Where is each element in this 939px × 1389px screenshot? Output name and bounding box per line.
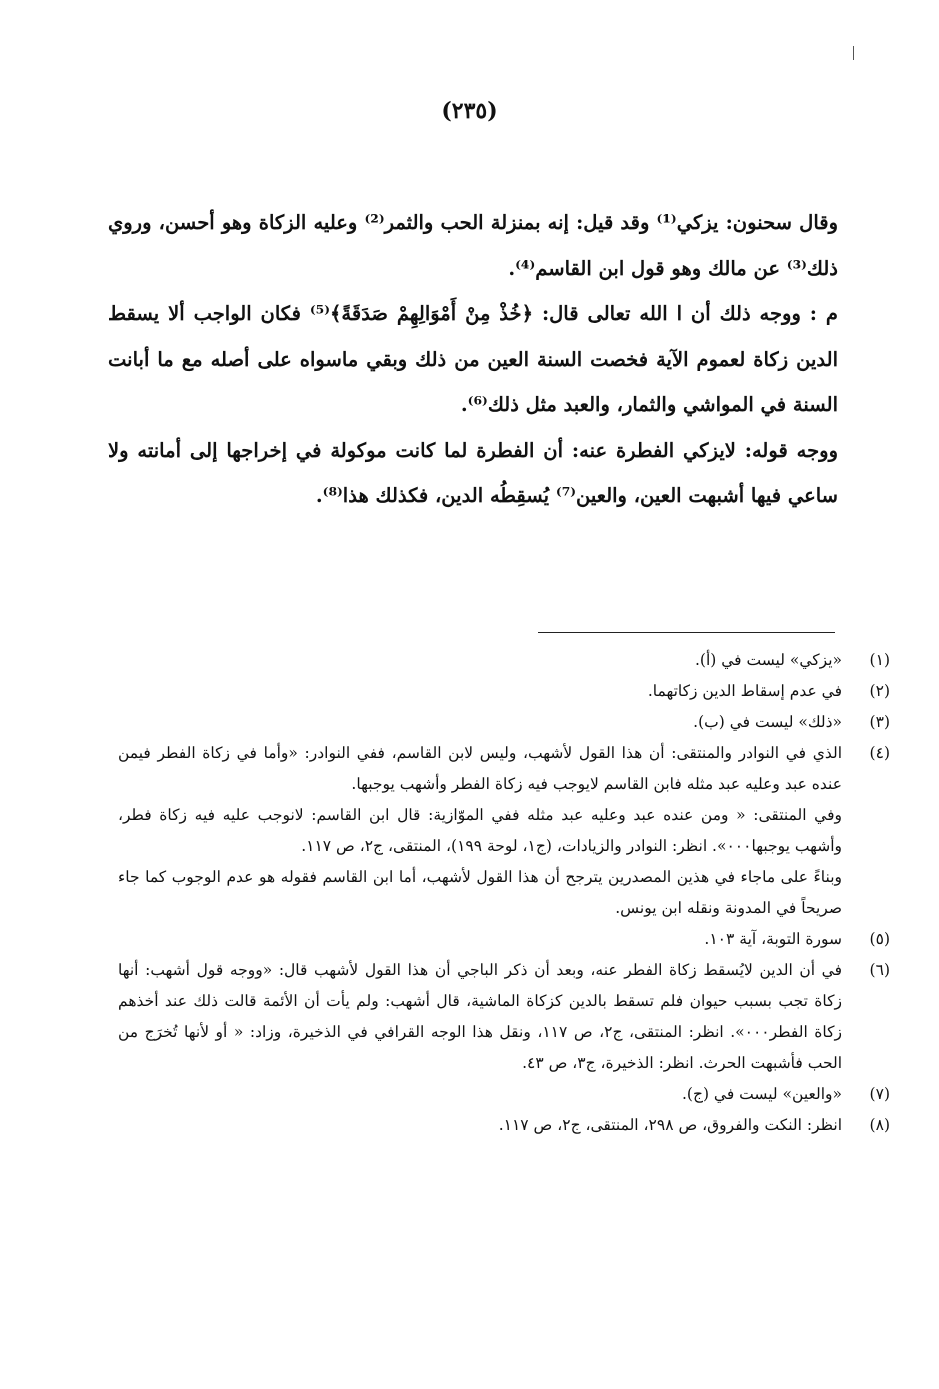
page-number: (٢٣٥) <box>441 98 498 124</box>
main-text <box>108 200 838 519</box>
footnote <box>118 955 890 1079</box>
main-paragraph: ووجه قوله: لايزكي الفطرة عنه: أن الفطرة لما كانت موكولة في إخراجها إلى أمانته ولا ساعي فيها أشبهت العين، والعين⁽⁷⁾ يُسقِطُه الدين، فكذلك هذا⁽⁸⁾. <box>108 438 838 507</box>
footnote-text: في أن الدين لايُسقط زكاة الفطر عنه، وبعد أن ذكر الباجي أن هذا القول لأشهب قال: «ووجه قول أشهب: أنها زكاة تجب بسبب حيوان فلم تسقط بالدين كزكاة الماشية، قال أشهب: ولم يأت أن الأئمة قالت ذلك عند أخذهم زكاة الفطر٠٠٠». انظر: المنتقى، ج٢، ص ١١٧، ونقل هذا الوجه القرافي في الذخيرة، وزاد: « أو لأنها تُخرَج من الحب فأشبهت الحرث. انظر: الذخيرة، ج٣، ص ٤٣. <box>118 961 842 1072</box>
footnote-number: (٣) <box>869 713 890 731</box>
footnote <box>118 645 890 676</box>
footnote-text: وبناءً على ماجاء في هذين المصدرين يترجح أن هذا القول لأشهب، أما ابن القاسم فقوله هو عدم الوجوب كما جاء صريحاً في المدونة ونقله ابن يونس. <box>118 868 842 917</box>
footnote-text: انظر: النكت والفروق، ص ٢٩٨، المنتقى، ج٢، ص ١١٧. <box>498 1116 842 1134</box>
footnote-number: (٧) <box>869 1085 890 1103</box>
footnote-number: (٢) <box>869 682 890 700</box>
footnote-number: (٥) <box>869 930 890 948</box>
footnote-separator <box>538 632 835 633</box>
footnote <box>118 1110 890 1141</box>
footnote <box>118 676 890 707</box>
main-paragraph: م : ووجه ذلك أن ا الله تعالى قال: ﴿خُذْ مِنْ أَمْوَالِهِمْ صَدَقَةً﴾⁽⁵⁾ فكان الواجب ألا يسقط الدين زكاة لعموم الآية فخصت السنة العين من ذلك وبقي ماسواه على أصله مع ما أبانت السنة في المواشي والثمار، والعبد مثل ذلك⁽⁶⁾. <box>108 302 839 416</box>
footnote-text: سورة التوبة، آية ١٠٣. <box>704 930 842 948</box>
footnote-number: (٤) <box>869 744 890 762</box>
margin-mark <box>853 46 854 60</box>
footnote <box>118 738 890 924</box>
footnote-text: «يزكي» ليست في (أ). <box>694 651 842 669</box>
footnote <box>118 924 890 955</box>
footnote <box>118 707 890 738</box>
footnote-text: الذي في النوادر والمنتقى: أن هذا القول لأشهب، وليس لابن القاسم، ففي النوادر: «وأما في زكاة الفطر فيمن عنده عبد وعليه عبد مثله فابن القاسم لايوجب فيه زكاة الفطر وأشهب يوجبها. <box>118 744 842 793</box>
footnote-number: (٨) <box>869 1116 890 1134</box>
footnote-text: «ذلك» ليست في (ب). <box>693 713 842 731</box>
main-paragraph: وقال سحنون: يزكي⁽¹⁾ وقد قيل: إنه بمنزلة الحب والثمر⁽²⁾ وعليه الزكاة وهو أحسن، وروي ذلك⁽³⁾ عن مالك وهو قول ابن القاسم⁽⁴⁾. <box>108 211 839 280</box>
footnote <box>118 1079 890 1110</box>
footnote-text: وفي المنتقى: « ومن عنده عبد وعليه عبد مثله ففي الموّازية: قال ابن القاسم: لانوجب عليه فيه زكاة فطر، وأشهب يوجبها٠٠٠». انظر: النوادر والزيادات، (ج١، لوحة ١٩٩)، المنتقى، ج٢، ص ١١٧. <box>118 806 842 855</box>
footnote-text: «والعين» ليست في (ج). <box>681 1085 842 1103</box>
footnote-number: (٦) <box>869 961 890 979</box>
footnote-text: في عدم إسقاط الدين زكاتهما. <box>647 682 842 700</box>
footnotes <box>118 645 890 1141</box>
footnote-number: (١) <box>869 651 890 669</box>
